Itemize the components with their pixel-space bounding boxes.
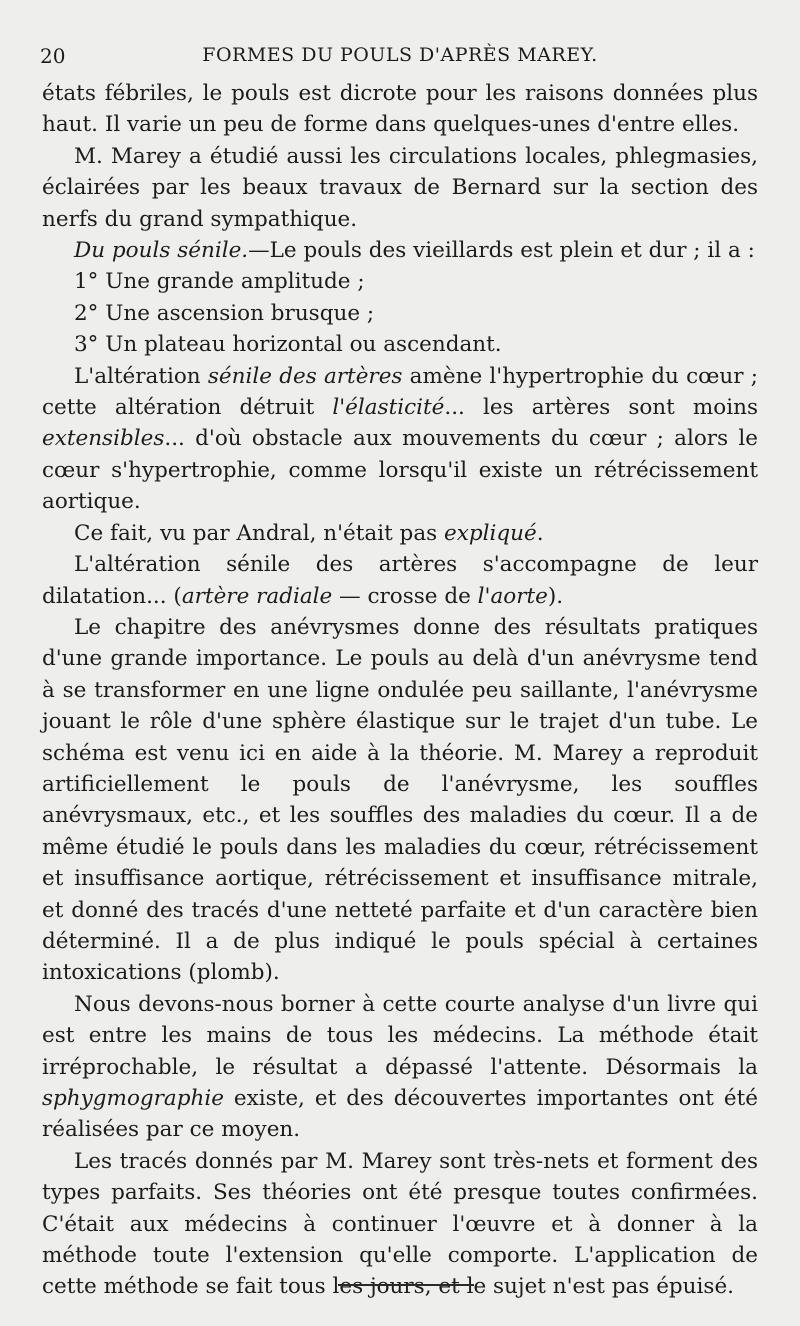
text-run: amène l'hypertrophie du cœur ; cette altération détruit	[42, 363, 758, 421]
feature-list	[42, 266, 758, 360]
paragraph-5	[42, 518, 758, 549]
list-item: 3° Un plateau horizontal ou ascendant.	[74, 332, 502, 358]
running-title: FORMES DU POULS D'APRÈS MAREY.	[202, 44, 598, 66]
paragraph-9: Les tracés donnés par M. Marey sont très-nets et forment des types parfaits. Ses théories ont été presque toutes confirmées. C'était aux médecins à continuer l'œuvre et à donner à la méthode toute l'extension qu'elle comporte. L'application de cette méthode se fait tous les jours, et le sujet n'est pas épuisé.	[42, 1148, 758, 1300]
end-rule	[338, 1284, 474, 1286]
list-item: 2° Une ascension brusque ;	[74, 300, 375, 326]
italic-run: expliqué	[444, 520, 537, 546]
italic-run: l'aorte	[477, 583, 548, 609]
paragraph-2: M. Marey a étudié aussi les circulations locales, phlegmasies, éclairées par les beaux travaux de Bernard sur la section des nerfs du grand sympathique.	[42, 143, 758, 232]
text-run: ... d'où obstacle aux mouvements du cœur ; alors le cœur s'hypertrophie, comme lorsqu'il existe un rétrécissement aortique.	[42, 426, 758, 515]
paragraph-6	[42, 549, 758, 612]
italic-run: sénile des artères	[207, 363, 403, 389]
text-run: L'altération	[74, 363, 208, 389]
body-text	[42, 78, 758, 1303]
italic-run: extensibles	[42, 426, 165, 452]
text-run: ).	[547, 583, 564, 609]
paragraph-3	[42, 235, 758, 266]
paragraph-3-text: —Le pouls des vieillards est plein et dur ; il a :	[248, 238, 755, 264]
section-heading-pouls-senile: Du pouls sénile.	[74, 238, 249, 264]
page-number: 20	[40, 44, 66, 68]
italic-run: l'élasticité	[332, 395, 445, 421]
text-run: Ce fait, vu par Andral, n'était pas	[74, 520, 445, 546]
italic-run: sphygmographie	[42, 1086, 224, 1111]
text-run: — crosse de	[332, 583, 478, 609]
paragraph-8	[42, 989, 758, 1146]
text-run: Nous devons-nous borner à cette courte analyse d'un livre qui est entre les mains de tous les médecins. La méthode était irréprochable, le résultat a dépassé l'attente. Désormais la	[42, 991, 758, 1080]
page-header	[40, 40, 760, 74]
paragraph-4	[42, 361, 758, 518]
text-run: L'altération sénile des artères s'accompagne de leur dilatation... (	[42, 552, 758, 609]
paragraph-7: Le chapitre des anévrysmes donne des résultats pratiques d'une grande importance. Le pouls au delà d'un anévrysme tend à se transformer en une ligne ondulée peu saillante, l'anévrysme jouant le rôle d'une sphère élastique sur le trajet d'un tube. Le schéma est venu ici en aide à la théorie. M. Marey a reproduit artificiellement le pouls de l'anévrysme, les souffles anévrysmaux, etc., et les souffles des maladies du cœur. Il a de même étudié le pouls dans les maladies du cœur, rétrécissement et insuffisance aortique, rétrécissement et insuffisance mitrale, et donné des tracés d'une netteté parfaite et d'un caractère bien déterminé. Il a de plus indiqué le pouls spécial à certaines intoxications (plomb).	[42, 614, 758, 986]
text-run: .	[536, 520, 544, 546]
text-run: ... les artères sont moins	[444, 395, 758, 421]
text-run: existe, et des découvertes importantes ont été réalisées par ce moyen.	[42, 1086, 758, 1143]
list-item: 1° Une grande amplitude ;	[74, 269, 365, 295]
italic-run: artère radiale	[181, 583, 333, 609]
paragraph-1: états fébriles, le pouls est dicrote pour les raisons données plus haut. Il varie un peu de forme dans quelques-unes d'entre elles.	[42, 81, 758, 138]
